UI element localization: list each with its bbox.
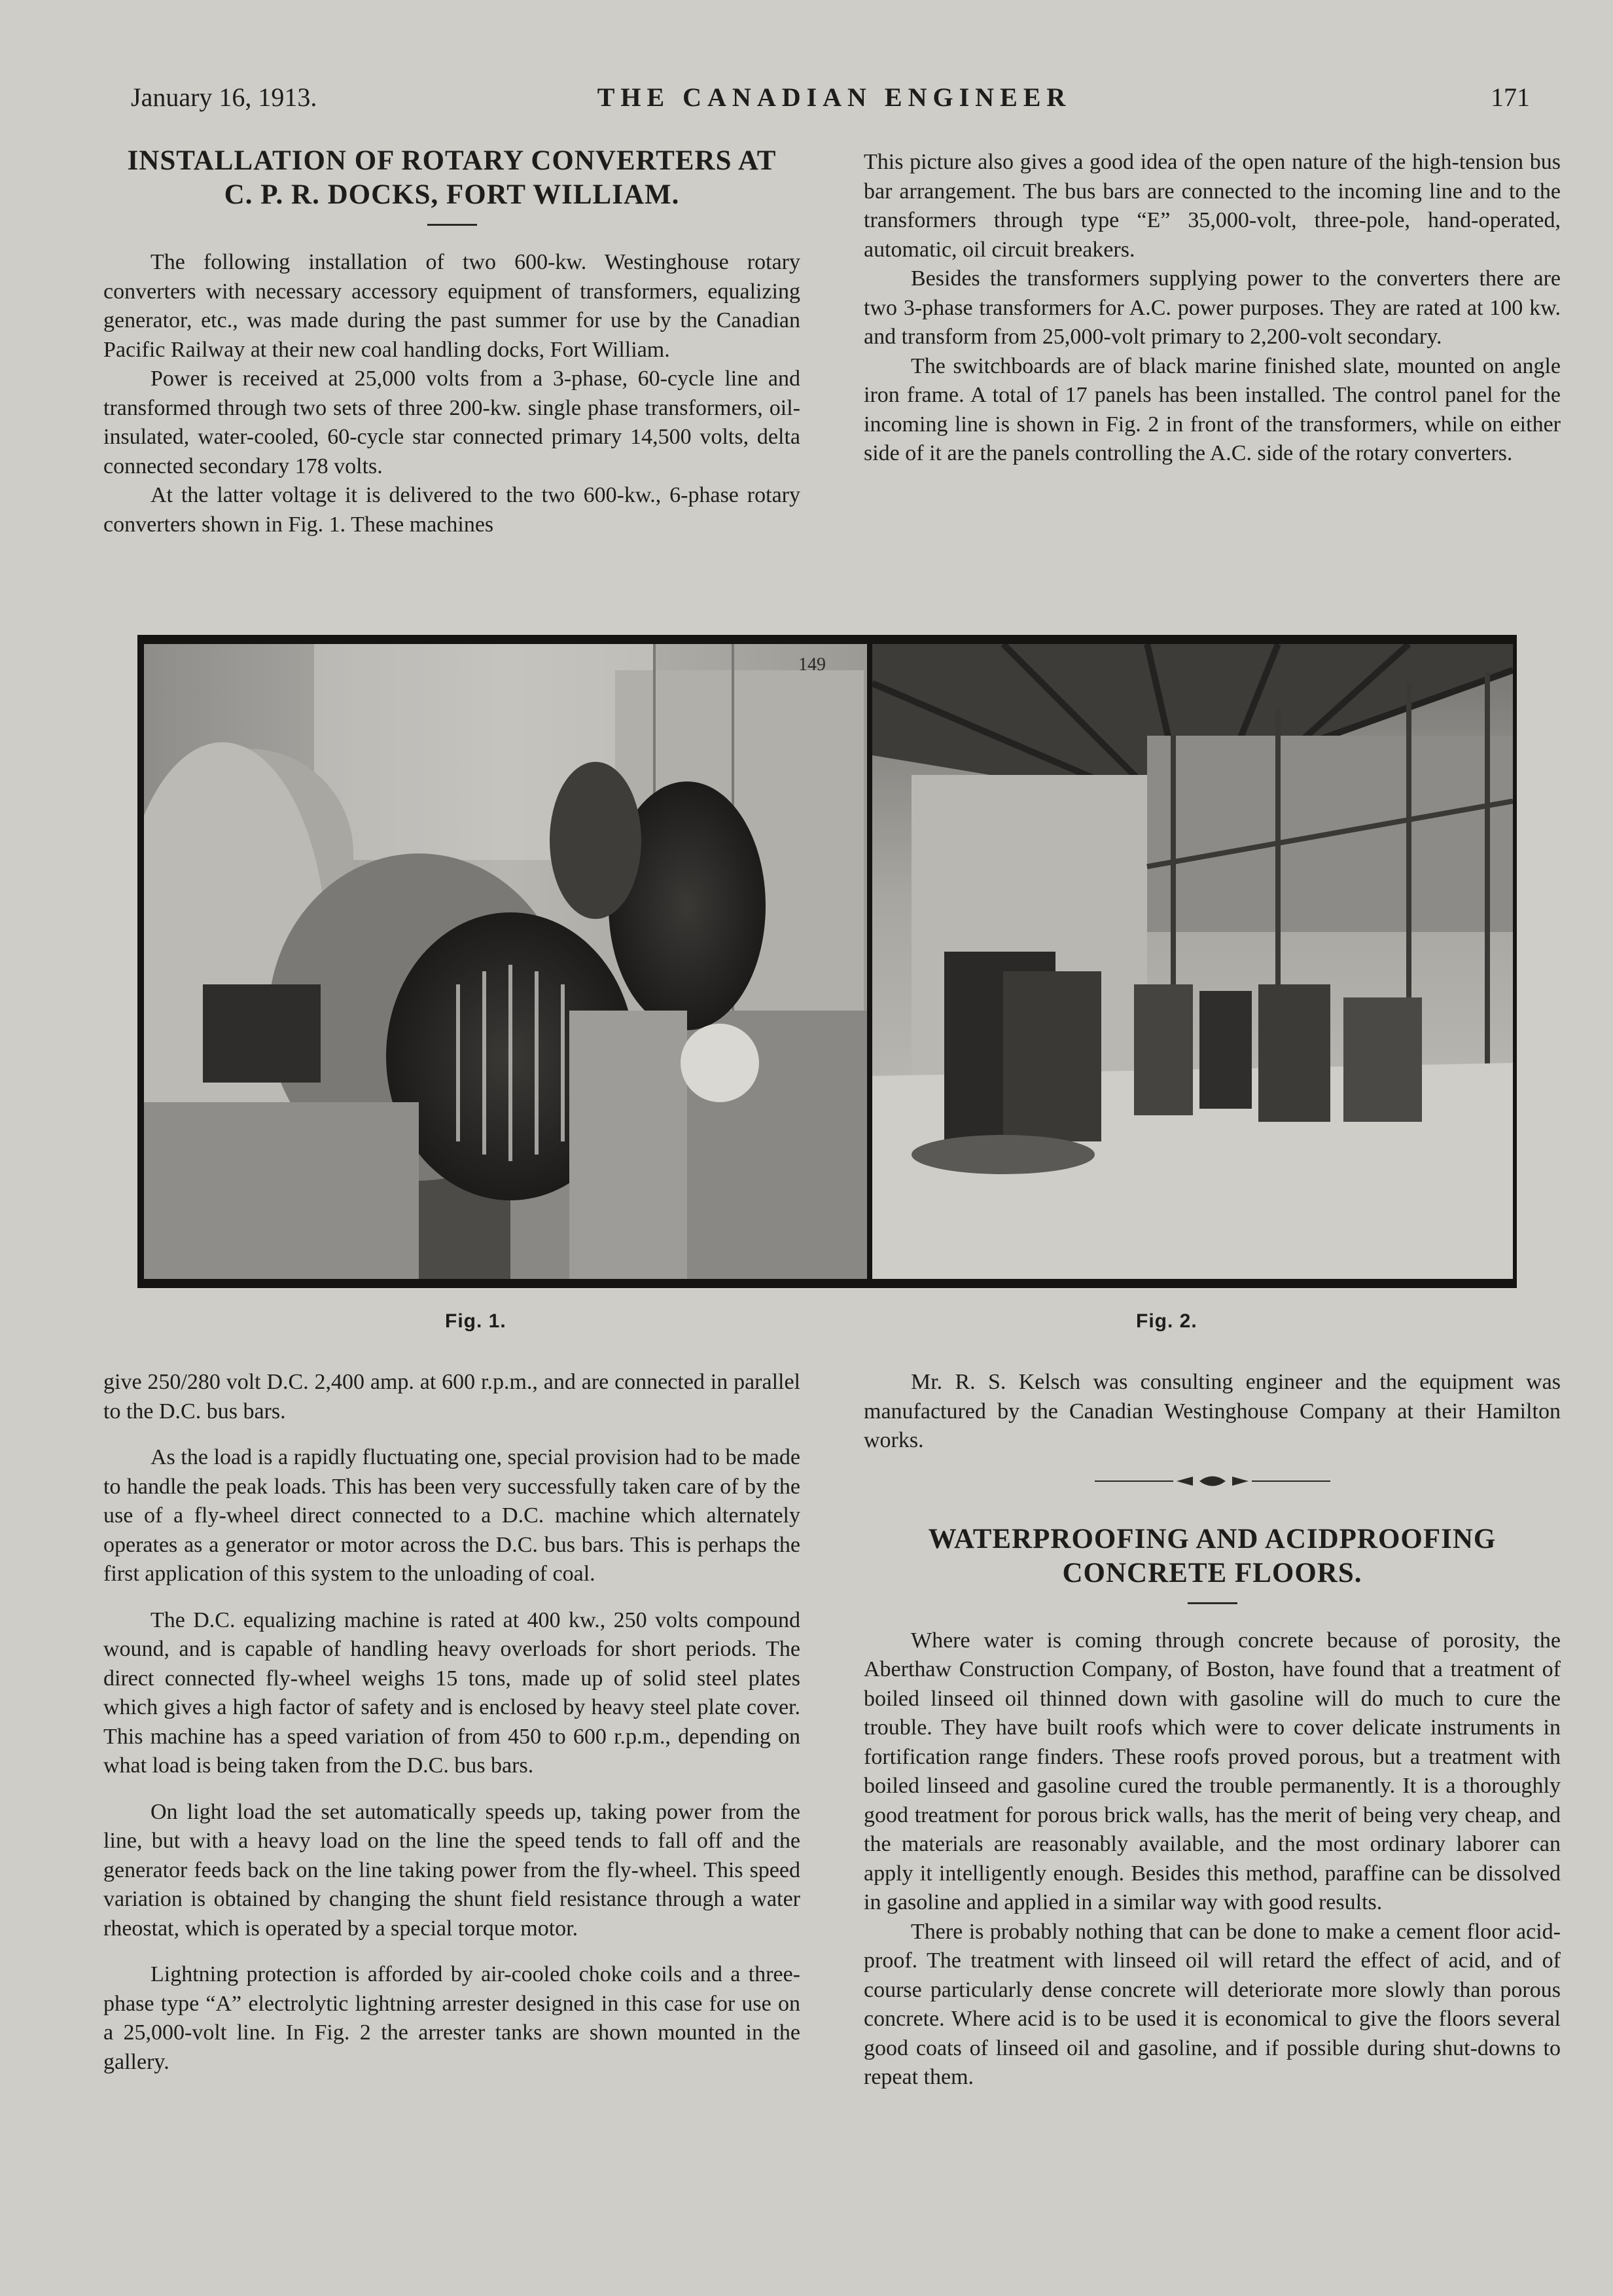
rotary-converter-photo: [144, 644, 867, 1279]
journal-title: THE CANADIAN ENGINEER: [597, 82, 1072, 112]
running-header: [131, 82, 1538, 121]
paragraph: Mr. R. S. Kelsch was consulting engineer and the equipment was manufactured by the Canadian Westinghouse Company at their Hamilton works.: [864, 1370, 1561, 1452]
section-ornament: [1095, 1471, 1330, 1491]
paragraph: give 250/280 volt D.C. 2,400 amp. at 600 r.p.m., and are connected in parallel to the D.C. bus bars.: [103, 1370, 800, 1424]
fig-1-caption: Fig. 1.: [445, 1310, 506, 1332]
article-title-line-2: CONCRETE FLOORS.: [1062, 1557, 1362, 1588]
title-rule: [1188, 1602, 1237, 1604]
paragraph: As the load is a rapidly fluctuating one, special provision had to be made to handle the peak loads. This has been very successfully taken care of by the use of a fly-wheel direct connected to a D.C. machine which alternately operates as a generator or motor across the D.C. bus bars. This is perhaps the first application of this system to the unloading of coal.: [103, 1445, 800, 1586]
paragraph: Power is received at 25,000 volts from a 3-phase, 60-cycle line and transformed through two sets of three 200-kw. single phase transformers, oil-insulated, water-cooled, 60-cycle star connected primary 14,500 volts, delta connected secondary 178 volts.: [103, 367, 800, 478]
paragraph: The switchboards are of black marine finished slate, mounted on angle iron frame. A total of 17 panels has been installed. The control panel for the incoming line is shown in Fig. 2 in front of the transformers, while on either side of it are the panels controlling the A.C. side of the rotary converters.: [864, 353, 1561, 465]
article-title-line-1: WATERPROOFING AND ACIDPROOFING: [928, 1523, 1497, 1554]
paragraph: This picture also gives a good idea of the open nature of the high-tension bus bar arrangement. The bus bars are connected to the incoming line and to the transformers through type “E” 35,000-volt, three-pole, hand-operated, automatic, oil circuit breakers.: [864, 150, 1561, 262]
article-column-left-bottom: [103, 1368, 800, 2077]
paragraph-gap: [103, 1426, 800, 1443]
article-column-right-bottom: [864, 1368, 1561, 2092]
title-rule: [427, 224, 477, 226]
paragraph: Besides the transformers supplying power to the converters there are two 3-phase transformers for A.C. power purposes. They are rated at 100 kw. and transform from 25,000-volt primary to 2,200-volt secondary.: [864, 266, 1561, 349]
paragraph-gap: [103, 1943, 800, 1960]
paragraph: The following installation of two 600-kw. Westinghouse rotary converters with necessary accessory equipment of transformers, equalizing generator, etc., was made during the past summer for use by the Canadian Pacific Railway at their new coal handling docks, Fort William.: [103, 250, 800, 362]
paragraph: On light load the set automatically speeds up, taking power from the line, but with a heavy load on the line the speed tends to fall off and the generator feeds back on the line taking power from the fly-wheel. This speed variation is obtained by changing the shunt field resistance through a water rheostat, which is operated by a special torque motor.: [103, 1799, 800, 1941]
photo-plate: [137, 635, 1517, 1288]
article-column-left-top: [103, 144, 800, 539]
fig-1-photo: [144, 644, 867, 1279]
article-column-right-top: [864, 148, 1561, 469]
fig-2-photo: [872, 644, 1513, 1279]
paragraph: The D.C. equalizing machine is rated at 400 kw., 250 volts compound wound, and is capable of handling heavy overloads for short periods. The direct connected fly-wheel weighs 15 tons, made up of solid steel plates which gives a high factor of safety and is enclosed by heavy steel plate cover. This machine has a speed variation of from 450 to 600 r.p.m., depending on what load is being taken from the D.C. bus bars.: [103, 1607, 800, 1778]
paragraph: There is probably nothing that can be done to make a cement floor acid-proof. The treatment with linseed oil will retard the effect of acid, and of course particularly dense concrete will deteriorate more slowly than porous concrete. Where acid is to be used it is economical to give the floors several good coats of linseed oil and gasoline, and if possible during shut-downs to repeat them.: [864, 1919, 1561, 2089]
paragraph-gap: [103, 1589, 800, 1606]
plate-number-label: 149: [798, 655, 826, 675]
page-number: 171: [1491, 82, 1530, 112]
article-title-line-2: C. P. R. DOCKS, FORT WILLIAM.: [224, 179, 680, 210]
fig-2-caption: Fig. 2.: [1136, 1310, 1197, 1332]
paragraph-gap: [103, 1781, 800, 1798]
issue-date: January 16, 1913.: [131, 82, 317, 112]
paragraph: Where water is coming through concrete because of porosity, the Aberthaw Construction Company, of Boston, have found that a treatment of boiled linseed oil thinned down with gasoline will do much to cure the trouble. They have built roofs which were to cover delicate instruments in fortification range finders. These roofs proved porous, but a treatment with boiled linseed and gasoline cured the trouble permanently. It is a thoroughly good treatment for porous brick walls, has the merit of being very cheap, and the materials are reasonably available, and the most ordinary laborer can apply it intelligently enough. Besides this method, paraffine can be dissolved in gasoline and applied in a similar way with good results.: [864, 1628, 1561, 1914]
article-title-line-1: INSTALLATION OF ROTARY CONVERTERS AT: [127, 145, 777, 176]
article-title: [864, 1522, 1561, 1590]
switchboard-photo: [872, 644, 1513, 1279]
paragraph: At the latter voltage it is delivered to the two 600-kw., 6-phase rotary converters shown in Fig. 1. These machines: [103, 483, 800, 537]
paragraph: Lightning protection is afforded by air-cooled choke coils and a three-phase type “A” electrolytic lightning arrester designed in this case for use on a 25,000-volt line. In Fig. 2 the arrester tanks are shown mounted in the gallery.: [103, 1962, 800, 2074]
article-title: [103, 144, 800, 212]
